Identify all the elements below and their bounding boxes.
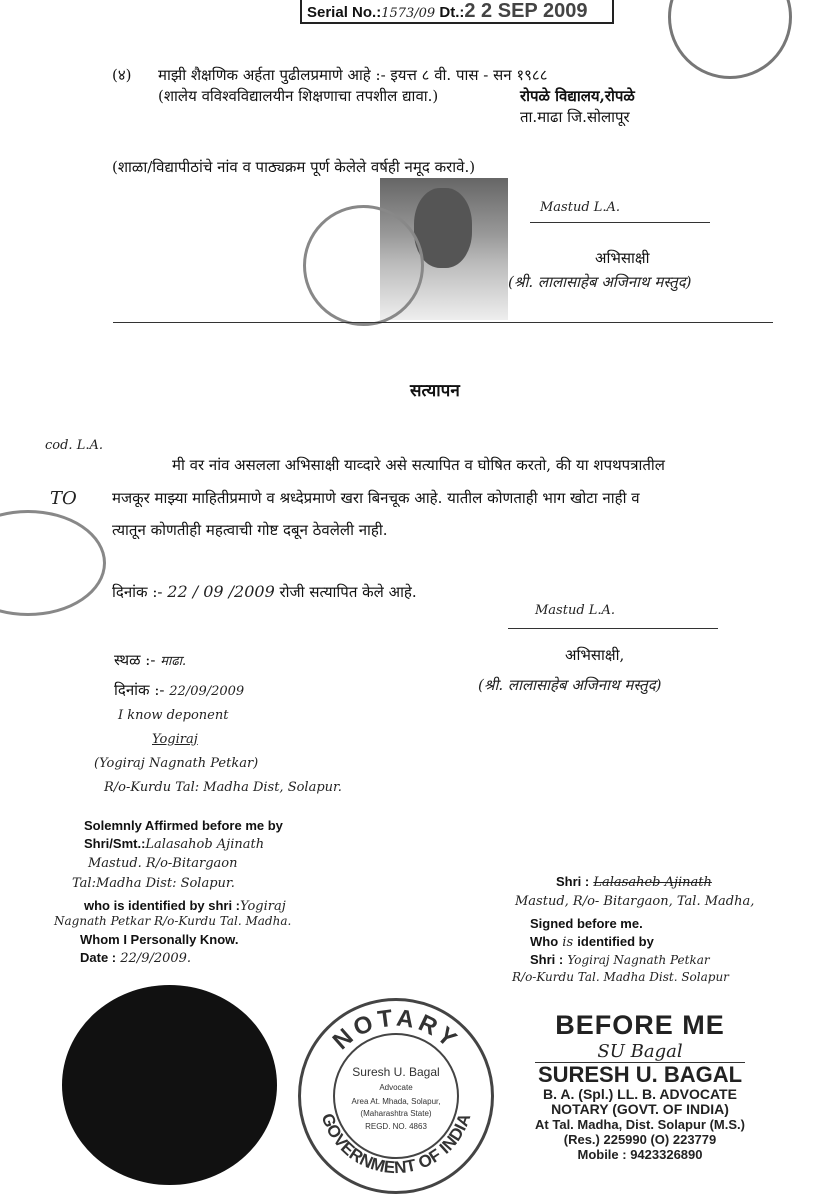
- education-number: (४): [112, 66, 132, 84]
- svg-text:NOTARY: [328, 1004, 465, 1055]
- affirm-l3: Mastud. R/o-Bitargaon: [88, 856, 238, 871]
- affirm-l5: [84, 898, 286, 914]
- education-place: ता.माढा जि.सोलापूर: [520, 108, 630, 126]
- verification-para1: मी वर नांव असलला अभिसाक्षी याव्दारे असे सत्यापित व घोषित करतो, की या शपथपत्रातील: [172, 456, 665, 474]
- place-line: [114, 650, 186, 670]
- affirm-l7: Whom I Personally Know.: [80, 932, 239, 947]
- notary-seal-left: [0, 510, 106, 616]
- place-date-line: [114, 680, 244, 700]
- deponent-signature-2: Mastud L.A.: [535, 603, 616, 618]
- verification-para3: त्यातून कोणतीही महत्वाची गोष्ट दबून ठेवलेली नाही.: [112, 521, 388, 539]
- stamp-area: Area At. Mhada, Solapur,: [351, 1097, 441, 1106]
- signed-l4-hand: is: [562, 935, 574, 950]
- stamp-top-text: NOTARY: [327, 1004, 465, 1056]
- black-seal: [62, 985, 277, 1185]
- education-school: रोपळे विद्यालय,रोपळे: [520, 87, 635, 105]
- date-suffix: रोजी सत्यापित केले आहे.: [279, 583, 417, 601]
- notary-block: [515, 1010, 765, 1162]
- date-handwritten: 22 / 09 /2009: [167, 582, 275, 601]
- education-note: (शाळा/विद्यापीठांचे नांव व पाठ्यक्रम पूर्ण केलेले वर्षही नमूद करावे.): [112, 158, 476, 176]
- affirm-l2-label: Shri/Smt.:: [84, 836, 146, 851]
- place-date-value: 22/09/2009: [169, 684, 245, 699]
- signed-l5-hand: Yogiraj Nagnath Petkar: [567, 953, 710, 967]
- stamp-bottom-text: GOVERNMENT OF INDIA: [317, 1110, 475, 1178]
- serial-value: 1573/09: [381, 6, 436, 21]
- signed-l5: [530, 952, 710, 968]
- deponent-label-2: अभिसाक्षी,: [565, 646, 625, 664]
- affirm-l6: Nagnath Petkar R/o-Kurdu Tal. Madha.: [54, 914, 292, 928]
- margin-note-2: TO: [50, 488, 77, 509]
- stamp-role: Advocate: [379, 1083, 413, 1092]
- affirm-l5-label: who is identified by shri :: [84, 898, 241, 913]
- identifier-signature: Yogiraj: [152, 732, 198, 747]
- education-line1: माझी शैक्षणिक अर्हता पुढीलप्रमाणे आहे :- इयत्त ८ वी. पास - सन १९८८: [158, 66, 548, 84]
- affirm-l5-hand: Yogiraj: [240, 899, 286, 914]
- notary-seal-top-right: [668, 0, 792, 79]
- place-date-label: दिनांक :-: [114, 681, 165, 699]
- signed-l1-label: Shri :: [556, 874, 590, 889]
- notary-title: NOTARY (GOVT. OF INDIA): [551, 1101, 729, 1117]
- section-divider: [113, 322, 773, 323]
- notary-address: At Tal. Madha, Dist. Solapur (M.S.): [535, 1117, 745, 1132]
- identifier-name: (Yogiraj Nagnath Petkar): [94, 756, 259, 771]
- date-label: Dt.:: [439, 4, 465, 21]
- notary-stamp-graphic: [301, 1001, 491, 1191]
- date-value: 2 2 SEP 2009: [464, 0, 588, 22]
- notary-signature: SU Bagal: [535, 1041, 745, 1063]
- svg-text:GOVERNMENT OF INDIA: [318, 1111, 475, 1177]
- verification-para2: मजकूर माझ्या माहितीप्रमाणे व श्रध्देप्रमाणे खरा बिनचूक आहे. यातील कोणताही भाग खोटा नाही व: [112, 489, 640, 507]
- date-prefix: दिनांक :-: [112, 583, 163, 601]
- affirm-l1: Solemnly Affirmed before me by: [84, 818, 283, 833]
- education-line2: (शालेय वविश्वविद्यालयीन शिक्षणाचा तपशील द्यावा.): [158, 87, 439, 105]
- verification-date-line: [112, 582, 417, 602]
- identifier-address: R/o-Kurdu Tal: Madha Dist, Solapur.: [104, 780, 342, 795]
- affirm-l2-hand: Lalasahob Ajinath: [145, 837, 265, 852]
- serial-box: [300, 0, 614, 24]
- notary-qualification: B. A. (Spl.) LL. B. ADVOCATE: [543, 1086, 737, 1102]
- signed-l2: Mastud, R/o- Bitargaon, Tal. Madha,: [515, 894, 755, 909]
- serial-label: Serial No.:: [307, 4, 382, 21]
- deponent-name-2: (श्री. लालासाहेब अजिनाथ मस्तुद): [478, 676, 662, 694]
- notary-mobile: Mobile : 9423326890: [577, 1147, 703, 1162]
- signature-line-1: [530, 222, 710, 223]
- verification-title: सत्यापन: [410, 381, 460, 401]
- notary-phone: (Res.) 225990 (O) 223779: [563, 1132, 717, 1147]
- notary-seal-photo: [303, 205, 424, 326]
- deponent-signature-1: Mastud L.A.: [540, 200, 621, 215]
- identifier-know: I know deponent: [118, 708, 229, 723]
- deponent-name-1: (श्री. लालासाहेब अजिनाथ मस्तुद): [508, 273, 692, 291]
- margin-note-1: cod. L.A.: [45, 438, 103, 453]
- notary-name: SURESH U. BAGAL: [537, 1062, 743, 1087]
- signed-l1-hand: Lalasaheb Ajinath: [593, 875, 712, 890]
- signed-l4-label: Who: [530, 934, 559, 949]
- deponent-label-1: अभिसाक्षी: [595, 249, 650, 267]
- signed-l4-rest: identified by: [577, 934, 654, 949]
- affirm-l4: Tal:Madha Dist: Solapur.: [72, 876, 235, 891]
- signed-l5-label: Shri :: [530, 952, 564, 967]
- place-value: माढा.: [160, 654, 187, 669]
- before-me: BEFORE ME: [555, 1010, 725, 1040]
- signed-l4: [530, 934, 654, 950]
- stamp-state: (Maharashtra State): [360, 1109, 432, 1118]
- stamp-regd: REGD. NO. 4863: [365, 1122, 427, 1131]
- signature-line-2: [508, 628, 718, 629]
- affirm-l8-label: Date :: [80, 950, 117, 965]
- signed-l1: [556, 874, 712, 890]
- stamp-name: Suresh U. Bagal: [352, 1065, 440, 1079]
- signed-l6: R/o-Kurdu Tal. Madha Dist. Solapur: [512, 970, 729, 984]
- affirm-l8: [80, 950, 191, 966]
- affirm-l2: [84, 836, 264, 852]
- notary-round-stamp: [298, 998, 494, 1194]
- signed-l3: Signed before me.: [530, 916, 643, 931]
- place-label: स्थळ :-: [114, 651, 156, 669]
- affirm-l8-hand: 22/9/2009.: [120, 951, 192, 966]
